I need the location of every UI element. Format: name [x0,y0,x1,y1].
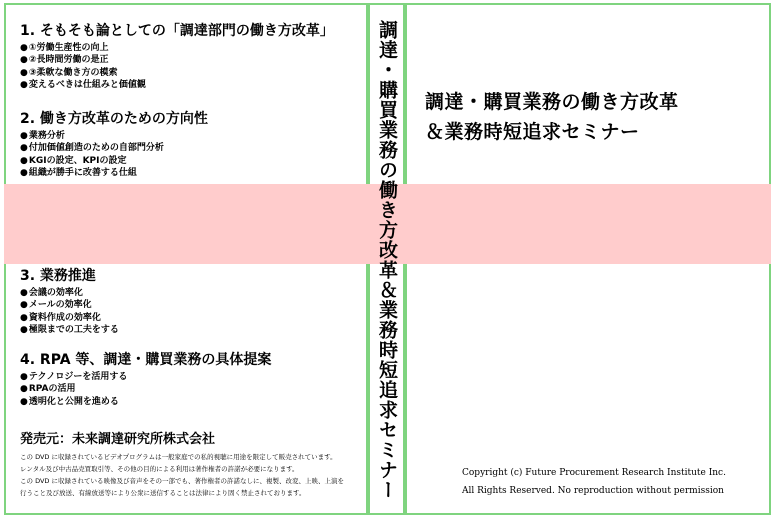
cover-title-line-2: ＆業務時短追求セミナー [425,121,640,143]
list-item: ● 資料作成の効率化 [20,312,119,324]
section-heading: 1. そもそも論としての「調達部門の働き方改革」 [20,23,334,39]
section-4 [20,351,271,408]
legal-note-line: 行うこと及び放送、有線放送等により公衆に送信することは法律により固く禁止されております。 [20,489,306,497]
legal-note-line: この DVD に収録されている映像及び音声をその一部でも、著作権者の許諾なしに、複製、改変、上映、上演を [20,477,344,485]
legal-note-line: レンタル及び中古品売買取引等、その他の目的による利用は著作権者の許諾が必要になります。 [20,465,299,473]
rights-text: All Rights Reserved. No reproduction without permission [462,486,724,496]
section-heading: 2. 働き方改革のための方向性 [20,111,208,127]
list-item: ● ②長時間労働の是正 [20,54,334,66]
seller-name: 発売元：未来調達研究所株式会社 [20,432,216,447]
list-item: ● ③柔軟な働き方の模索 [20,67,334,79]
legal-notes [20,451,344,499]
copyright-text: Copyright (c) Future Procurement Research Institute Inc. [462,468,726,478]
section-2 [20,110,208,179]
list-item: ● RPAの活用 [20,383,271,395]
legal-note-line: この DVD に収録されているビデオプログラムは一般家庭での私的視聴に用途を限定して販売されています。 [20,453,337,461]
list-item: ● テクノロジーを活用する [20,371,271,383]
list-item: ● ①労働生産性の向上 [20,42,334,54]
spine-title: 調達・購買業務の働き方改革＆業務時短追求セミナー [376,20,398,500]
list-item: ● 付加価値創造のための自部門分析 [20,142,208,154]
cover-title-line-1: 調達・購買業務の働き方改革 [425,91,679,113]
list-item: ● 透明化と公開を進める [20,396,271,408]
list-item: ● KGIの設定、KPIの設定 [20,155,208,167]
list-item: ● 極限までの工夫をする [20,324,119,336]
section-3 [20,267,119,336]
list-item: ● 業務分析 [20,130,208,142]
cover-title [425,87,755,147]
section-heading: 3. 業務推進 [20,268,96,284]
list-item: ● 会議の効率化 [20,287,119,299]
section-heading: 4. RPA 等、調達・購買業務の具体提案 [20,352,272,368]
list-item: ● 組織が勝手に改善する仕組 [20,167,208,179]
list-item: ● メールの効率化 [20,299,119,311]
list-item: ● 変えるべきは仕組みと価値観 [20,79,334,91]
section-1 [20,22,334,91]
